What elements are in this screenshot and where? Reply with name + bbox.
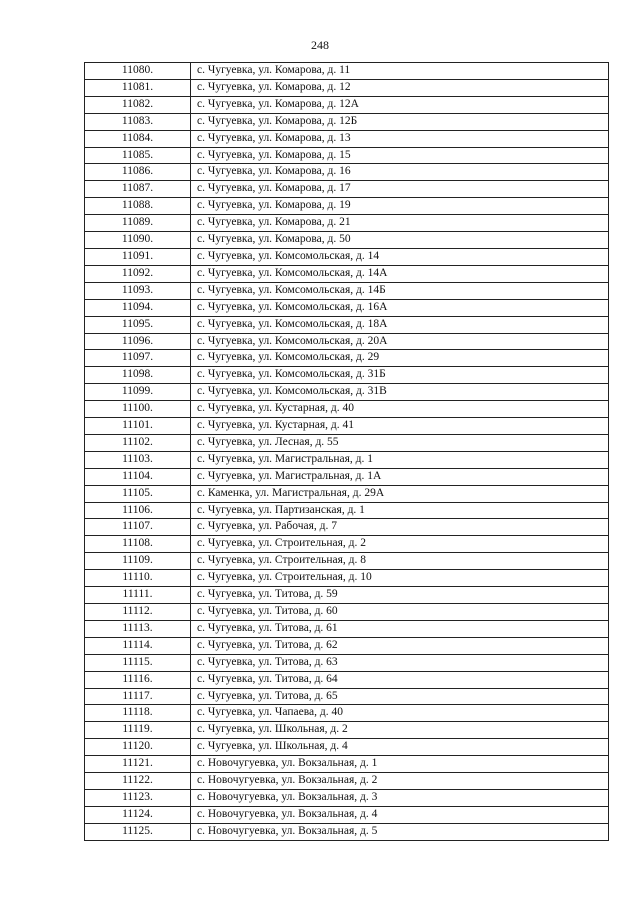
table-row: [85, 756, 609, 773]
table-row: [85, 806, 609, 823]
row-number: 11092.: [85, 265, 191, 282]
row-number: 11087.: [85, 181, 191, 198]
row-address: с. Чугуевка, ул. Титова, д. 60: [191, 604, 609, 621]
table-row: [85, 553, 609, 570]
row-number: 11107.: [85, 519, 191, 536]
table-row: [85, 282, 609, 299]
row-number: 11118.: [85, 705, 191, 722]
table-row: [85, 130, 609, 147]
row-number: 11119.: [85, 722, 191, 739]
row-address: с. Чугуевка, ул. Комарова, д. 21: [191, 215, 609, 232]
row-address: с. Чугуевка, ул. Магистральная, д. 1А: [191, 468, 609, 485]
table-row: [85, 519, 609, 536]
table-row: [85, 418, 609, 435]
row-number: 11109.: [85, 553, 191, 570]
table-row: [85, 705, 609, 722]
address-table: [84, 62, 609, 841]
table-row: [85, 587, 609, 604]
row-number: 11090.: [85, 232, 191, 249]
row-number: 11089.: [85, 215, 191, 232]
row-address: с. Чугуевка, ул. Комсомольская, д. 31Б: [191, 367, 609, 384]
row-address: с. Чугуевка, ул. Комарова, д. 12Б: [191, 113, 609, 130]
address-table-body: [85, 63, 609, 841]
table-row: [85, 570, 609, 587]
row-number: 11088.: [85, 198, 191, 215]
row-address: с. Чугуевка, ул. Комарова, д. 16: [191, 164, 609, 181]
row-number: 11120.: [85, 739, 191, 756]
table-row: [85, 620, 609, 637]
row-number: 11123.: [85, 789, 191, 806]
row-address: с. Чугуевка, ул. Школьная, д. 2: [191, 722, 609, 739]
row-number: 11112.: [85, 604, 191, 621]
row-address: с. Чугуевка, ул. Комсомольская, д. 29: [191, 350, 609, 367]
row-address: с. Чугуевка, ул. Комарова, д. 12: [191, 79, 609, 96]
row-number: 11086.: [85, 164, 191, 181]
row-address: с. Чугуевка, ул. Комарова, д. 13: [191, 130, 609, 147]
table-row: [85, 384, 609, 401]
table-row: [85, 451, 609, 468]
row-address: с. Чугуевка, ул. Комарова, д. 11: [191, 63, 609, 80]
table-row: [85, 198, 609, 215]
row-number: 11102.: [85, 434, 191, 451]
table-row: [85, 671, 609, 688]
row-address: с. Чугуевка, ул. Комарова, д. 50: [191, 232, 609, 249]
row-address: с. Новочугуевка, ул. Вокзальная, д. 5: [191, 823, 609, 840]
row-number: 11125.: [85, 823, 191, 840]
table-row: [85, 789, 609, 806]
table-row: [85, 265, 609, 282]
table-row: [85, 96, 609, 113]
row-address: с. Чугуевка, ул. Комсомольская, д. 14А: [191, 265, 609, 282]
table-row: [85, 502, 609, 519]
row-address: с. Чугуевка, ул. Комарова, д. 15: [191, 147, 609, 164]
row-address: с. Чугуевка, ул. Комсомольская, д. 14Б: [191, 282, 609, 299]
row-number: 11097.: [85, 350, 191, 367]
row-number: 11117.: [85, 688, 191, 705]
row-address: с. Чугуевка, ул. Титова, д. 65: [191, 688, 609, 705]
table-row: [85, 350, 609, 367]
row-number: 11103.: [85, 451, 191, 468]
row-number: 11082.: [85, 96, 191, 113]
table-row: [85, 215, 609, 232]
row-number: 11096.: [85, 333, 191, 350]
row-address: с. Чугуевка, ул. Кустарная, д. 41: [191, 418, 609, 435]
table-row: [85, 147, 609, 164]
row-address: с. Чугуевка, ул. Строительная, д. 8: [191, 553, 609, 570]
row-address: с. Новочугуевка, ул. Вокзальная, д. 4: [191, 806, 609, 823]
row-address: с. Чугуевка, ул. Комарова, д. 17: [191, 181, 609, 198]
table-row: [85, 113, 609, 130]
table-row: [85, 536, 609, 553]
row-number: 11091.: [85, 248, 191, 265]
row-address: с. Чугуевка, ул. Школьная, д. 4: [191, 739, 609, 756]
row-address: с. Чугуевка, ул. Комсомольская, д. 20А: [191, 333, 609, 350]
table-row: [85, 485, 609, 502]
row-number: 11094.: [85, 299, 191, 316]
table-row: [85, 722, 609, 739]
row-number: 11085.: [85, 147, 191, 164]
row-address: с. Чугуевка, ул. Титова, д. 63: [191, 654, 609, 671]
table-row: [85, 604, 609, 621]
table-row: [85, 63, 609, 80]
row-number: 11098.: [85, 367, 191, 384]
row-number: 11100.: [85, 401, 191, 418]
table-row: [85, 739, 609, 756]
page-number: 248: [311, 38, 329, 52]
row-number: 11083.: [85, 113, 191, 130]
row-number: 11116.: [85, 671, 191, 688]
table-row: [85, 333, 609, 350]
row-number: 11113.: [85, 620, 191, 637]
row-number: 11104.: [85, 468, 191, 485]
table-row: [85, 367, 609, 384]
row-number: 11111.: [85, 587, 191, 604]
row-number: 11093.: [85, 282, 191, 299]
row-number: 11110.: [85, 570, 191, 587]
table-row: [85, 181, 609, 198]
table-row: [85, 248, 609, 265]
table-row: [85, 299, 609, 316]
table-row: [85, 773, 609, 790]
row-number: 11106.: [85, 502, 191, 519]
row-address: с. Новочугуевка, ул. Вокзальная, д. 2: [191, 773, 609, 790]
row-address: с. Чугуевка, ул. Рабочая, д. 7: [191, 519, 609, 536]
row-address: с. Чугуевка, ул. Партизанская, д. 1: [191, 502, 609, 519]
row-number: 11080.: [85, 63, 191, 80]
table-row: [85, 688, 609, 705]
row-number: 11114.: [85, 637, 191, 654]
row-number: 11121.: [85, 756, 191, 773]
table-row: [85, 637, 609, 654]
table-row: [85, 79, 609, 96]
table-row: [85, 434, 609, 451]
row-address: с. Чугуевка, ул. Комсомольская, д. 18А: [191, 316, 609, 333]
table-row: [85, 823, 609, 840]
row-address: с. Чугуевка, ул. Чапаева, д. 40: [191, 705, 609, 722]
table-row: [85, 468, 609, 485]
table-row: [85, 654, 609, 671]
row-address: с. Чугуевка, ул. Строительная, д. 2: [191, 536, 609, 553]
row-address: с. Новочугуевка, ул. Вокзальная, д. 3: [191, 789, 609, 806]
row-address: с. Чугуевка, ул. Комарова, д. 12А: [191, 96, 609, 113]
row-number: 11099.: [85, 384, 191, 401]
row-address: с. Новочугуевка, ул. Вокзальная, д. 1: [191, 756, 609, 773]
row-number: 11081.: [85, 79, 191, 96]
table-row: [85, 316, 609, 333]
row-address: с. Чугуевка, ул. Комарова, д. 19: [191, 198, 609, 215]
row-number: 11084.: [85, 130, 191, 147]
row-number: 11122.: [85, 773, 191, 790]
row-address: с. Чугуевка, ул. Комсомольская, д. 31В: [191, 384, 609, 401]
row-address: с. Каменка, ул. Магистральная, д. 29А: [191, 485, 609, 502]
row-address: с. Чугуевка, ул. Титова, д. 64: [191, 671, 609, 688]
table-row: [85, 164, 609, 181]
row-address: с. Чугуевка, ул. Титова, д. 62: [191, 637, 609, 654]
row-address: с. Чугуевка, ул. Магистральная, д. 1: [191, 451, 609, 468]
row-number: 11095.: [85, 316, 191, 333]
row-number: 11115.: [85, 654, 191, 671]
row-address: с. Чугуевка, ул. Комсомольская, д. 14: [191, 248, 609, 265]
row-number: 11124.: [85, 806, 191, 823]
row-address: с. Чугуевка, ул. Комсомольская, д. 16А: [191, 299, 609, 316]
row-address: с. Чугуевка, ул. Титова, д. 59: [191, 587, 609, 604]
row-number: 11105.: [85, 485, 191, 502]
row-address: с. Чугуевка, ул. Титова, д. 61: [191, 620, 609, 637]
row-address: с. Чугуевка, ул. Кустарная, д. 40: [191, 401, 609, 418]
row-address: с. Чугуевка, ул. Строительная, д. 10: [191, 570, 609, 587]
row-address: с. Чугуевка, ул. Лесная, д. 55: [191, 434, 609, 451]
row-number: 11108.: [85, 536, 191, 553]
table-row: [85, 401, 609, 418]
table-row: [85, 232, 609, 249]
row-number: 11101.: [85, 418, 191, 435]
